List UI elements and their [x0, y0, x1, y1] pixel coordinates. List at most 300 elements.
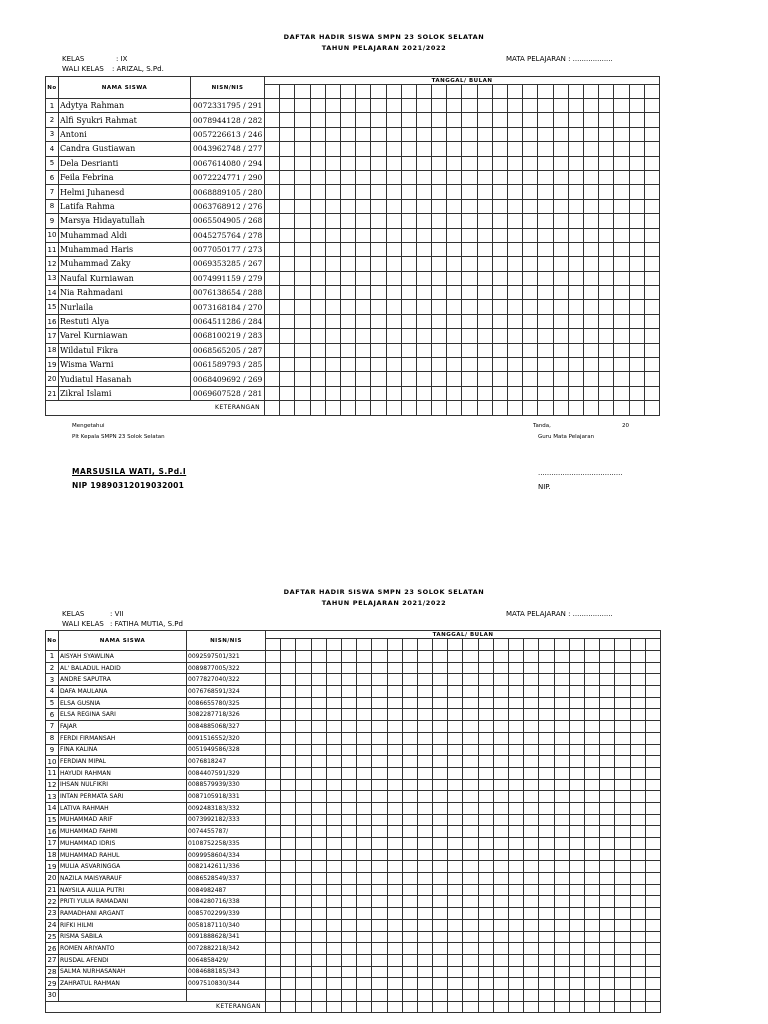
date-header-cell: [341, 639, 356, 651]
attendance-cell: [539, 662, 554, 674]
attendance-cell: [340, 214, 355, 228]
attendance-cell: [583, 199, 598, 213]
attendance-cell: [478, 709, 493, 721]
attendance-cell: [568, 372, 583, 386]
attendance-cell: [509, 954, 524, 966]
attendance-cell: [523, 300, 538, 314]
attendance-cell: [477, 113, 492, 127]
attendance-cell: [509, 662, 524, 674]
attendance-cell: [523, 228, 538, 242]
attendance-cell: [615, 709, 630, 721]
attendance-cell: [583, 300, 598, 314]
attendance-cell: [569, 662, 584, 674]
student-nisn: 0065504905 / 268: [191, 214, 265, 228]
attendance-cell: [387, 826, 402, 838]
attendance-cell: [310, 214, 325, 228]
attendance-cell: [266, 861, 281, 873]
student-name: RUSDAL AFENDI: [59, 954, 187, 966]
attendance-cell: [402, 826, 417, 838]
attendance-cell: [508, 242, 523, 256]
attendance-cell: [569, 978, 584, 990]
attendance-cell: [493, 756, 508, 768]
attendance-cell: [265, 242, 280, 256]
attendance-cell: [569, 651, 584, 663]
attendance-cell: [447, 228, 462, 242]
attendance-cell: [554, 919, 569, 931]
attendance-cell: [402, 709, 417, 721]
attendance-cell: [478, 686, 493, 698]
attendance-cell: [340, 113, 355, 127]
attendance-cell: [523, 127, 538, 141]
attendance-cell: [448, 861, 463, 873]
table-row: [46, 170, 660, 184]
attendance-cell: [524, 861, 539, 873]
attendance-cell: [372, 884, 387, 896]
attendance-cell: [402, 978, 417, 990]
attendance-cell: [492, 156, 507, 170]
sheet1-wali-value: : ARIZAL, S.Pd.: [112, 65, 164, 73]
student-nisn: 0084982487: [187, 884, 266, 896]
attendance-cell: [509, 721, 524, 733]
attendance-cell: [326, 838, 341, 850]
attendance-cell: [493, 826, 508, 838]
attendance-cell: [554, 826, 569, 838]
attendance-cell: [357, 849, 372, 861]
attendance-cell: [280, 386, 295, 400]
attendance-cell: [568, 170, 583, 184]
attendance-cell: [416, 99, 431, 113]
attendance-cell: [402, 686, 417, 698]
attendance-cell: [311, 919, 326, 931]
attendance-cell: [462, 271, 477, 285]
attendance-cell: [311, 954, 326, 966]
attendance-cell: [266, 802, 281, 814]
sheet1-wali-label: WALI KELAS: [62, 65, 104, 73]
attendance-cell: [296, 884, 311, 896]
attendance-cell: [645, 732, 660, 744]
attendance-cell: [326, 896, 341, 908]
attendance-cell: [615, 779, 630, 791]
attendance-cell: [281, 756, 296, 768]
attendance-cell: [629, 170, 644, 184]
attendance-cell: [311, 1001, 326, 1013]
attendance-cell: [402, 779, 417, 791]
attendance-cell: [326, 873, 341, 885]
attendance-cell: [433, 697, 448, 709]
attendance-cell: [508, 156, 523, 170]
attendance-cell: [326, 1001, 341, 1013]
attendance-cell: [401, 170, 416, 184]
attendance-cell: [554, 814, 569, 826]
student-number: 19: [46, 358, 59, 372]
attendance-cell: [296, 814, 311, 826]
attendance-cell: [296, 849, 311, 861]
attendance-cell: [356, 99, 371, 113]
attendance-cell: [402, 697, 417, 709]
attendance-cell: [615, 814, 630, 826]
attendance-cell: [371, 401, 386, 415]
attendance-cell: [310, 185, 325, 199]
attendance-cell: [462, 386, 477, 400]
attendance-cell: [386, 185, 401, 199]
attendance-cell: [311, 744, 326, 756]
attendance-cell: [630, 1001, 645, 1013]
attendance-cell: [265, 185, 280, 199]
attendance-cell: [401, 199, 416, 213]
student-nisn: 0045275764 / 278: [191, 228, 265, 242]
attendance-cell: [281, 697, 296, 709]
attendance-cell: [554, 966, 569, 978]
attendance-cell: [569, 826, 584, 838]
attendance-cell: [523, 142, 538, 156]
attendance-cell: [311, 686, 326, 698]
student-name: FAJAR: [59, 721, 187, 733]
attendance-cell: [615, 1001, 630, 1013]
attendance-cell: [417, 791, 432, 803]
attendance-cell: [295, 113, 310, 127]
student-number: 27: [46, 954, 59, 966]
attendance-cell: [433, 674, 448, 686]
attendance-cell: [539, 919, 554, 931]
student-nisn: 0072331795 / 291: [191, 99, 265, 113]
attendance-cell: [265, 228, 280, 242]
attendance-cell: [463, 849, 478, 861]
attendance-cell: [584, 989, 599, 1001]
attendance-cell: [600, 721, 615, 733]
attendance-cell: [357, 884, 372, 896]
attendance-cell: [387, 814, 402, 826]
student-nisn: 0086655780/325: [187, 697, 266, 709]
attendance-cell: [326, 989, 341, 1001]
attendance-cell: [600, 744, 615, 756]
attendance-cell: [266, 651, 281, 663]
sheet2-title: DAFTAR HADIR SISWA SMPN 23 SOLOK SELATAN: [283, 588, 485, 596]
student-nisn: 0051949586/328: [187, 744, 266, 756]
attendance-cell: [614, 300, 629, 314]
attendance-cell: [539, 732, 554, 744]
attendance-cell: [630, 919, 645, 931]
attendance-cell: [630, 849, 645, 861]
attendance-cell: [584, 919, 599, 931]
attendance-cell: [401, 271, 416, 285]
attendance-cell: [311, 721, 326, 733]
date-header-cell: [569, 639, 584, 651]
date-header-cell: [645, 639, 660, 651]
keterangan-row: [46, 1001, 661, 1013]
attendance-cell: [492, 185, 507, 199]
attendance-cell: [311, 779, 326, 791]
attendance-cell: [326, 908, 341, 920]
date-header-cell: [508, 85, 523, 99]
attendance-cell: [477, 142, 492, 156]
attendance-cell: [477, 372, 492, 386]
attendance-cell: [568, 271, 583, 285]
student-nisn: 0064858429/: [187, 954, 266, 966]
attendance-cell: [372, 826, 387, 838]
attendance-cell: [311, 908, 326, 920]
attendance-cell: [523, 257, 538, 271]
attendance-cell: [508, 300, 523, 314]
attendance-cell: [326, 709, 341, 721]
attendance-cell: [387, 686, 402, 698]
attendance-cell: [357, 826, 372, 838]
attendance-cell: [478, 954, 493, 966]
attendance-cell: [341, 779, 356, 791]
attendance-cell: [386, 257, 401, 271]
attendance-cell: [644, 185, 659, 199]
attendance-cell: [614, 358, 629, 372]
attendance-cell: [462, 214, 477, 228]
attendance-cell: [401, 314, 416, 328]
attendance-cell: [645, 651, 660, 663]
date-header-cell: [281, 639, 296, 651]
attendance-cell: [356, 372, 371, 386]
attendance-cell: [645, 674, 660, 686]
student-number: 23: [46, 908, 59, 920]
attendance-cell: [432, 257, 447, 271]
attendance-cell: [357, 686, 372, 698]
attendance-cell: [584, 686, 599, 698]
attendance-cell: [492, 228, 507, 242]
attendance-cell: [357, 861, 372, 873]
attendance-cell: [311, 978, 326, 990]
attendance-cell: [340, 372, 355, 386]
attendance-cell: [523, 401, 538, 415]
attendance-cell: [311, 756, 326, 768]
attendance-cell: [448, 884, 463, 896]
table-row: [46, 791, 661, 803]
attendance-cell: [477, 228, 492, 242]
attendance-cell: [492, 314, 507, 328]
attendance-cell: [462, 401, 477, 415]
attendance-cell: [493, 1001, 508, 1013]
student-name: SALMA NURHASANAH: [59, 966, 187, 978]
attendance-cell: [280, 343, 295, 357]
attendance-cell: [340, 271, 355, 285]
sheet2-wali-label: WALI KELAS: [62, 620, 104, 628]
attendance-cell: [310, 300, 325, 314]
attendance-cell: [372, 651, 387, 663]
attendance-cell: [645, 767, 660, 779]
attendance-cell: [584, 978, 599, 990]
attendance-cell: [462, 300, 477, 314]
attendance-cell: [296, 978, 311, 990]
attendance-cell: [371, 185, 386, 199]
attendance-cell: [448, 908, 463, 920]
attendance-cell: [645, 779, 660, 791]
attendance-cell: [599, 401, 614, 415]
attendance-cell: [538, 199, 553, 213]
attendance-cell: [356, 242, 371, 256]
attendance-cell: [492, 329, 507, 343]
attendance-cell: [462, 199, 477, 213]
table-row: [46, 814, 661, 826]
attendance-cell: [509, 826, 524, 838]
student-name: Adytya Rahman: [59, 99, 191, 113]
student-number: 9: [46, 744, 59, 756]
student-nisn: 0084280716/338: [187, 896, 266, 908]
attendance-cell: [599, 113, 614, 127]
attendance-cell: [599, 300, 614, 314]
date-header-cell: [629, 85, 644, 99]
attendance-cell: [569, 838, 584, 850]
attendance-cell: [569, 1001, 584, 1013]
attendance-cell: [553, 257, 568, 271]
attendance-cell: [340, 228, 355, 242]
attendance-cell: [463, 908, 478, 920]
attendance-cell: [372, 931, 387, 943]
attendance-cell: [568, 228, 583, 242]
attendance-cell: [583, 343, 598, 357]
attendance-cell: [569, 802, 584, 814]
attendance-cell: [600, 943, 615, 955]
attendance-cell: [508, 286, 523, 300]
student-number: 14: [46, 286, 59, 300]
attendance-cell: [523, 271, 538, 285]
attendance-cell: [493, 954, 508, 966]
attendance-cell: [509, 838, 524, 850]
student-number: 18: [46, 849, 59, 861]
attendance-cell: [614, 228, 629, 242]
attendance-cell: [644, 329, 659, 343]
attendance-cell: [295, 401, 310, 415]
attendance-cell: [553, 228, 568, 242]
attendance-cell: [372, 908, 387, 920]
sheet1-mata-pelajaran: MATA PELAJARAN : ..................: [506, 55, 613, 63]
attendance-cell: [463, 756, 478, 768]
attendance-cell: [568, 185, 583, 199]
attendance-cell: [357, 989, 372, 1001]
attendance-cell: [340, 257, 355, 271]
attendance-cell: [341, 919, 356, 931]
attendance-cell: [326, 721, 341, 733]
student-name: Wisma Warni: [59, 358, 191, 372]
col-nama-header: NAMA SISWA: [59, 631, 187, 651]
date-header-cell: [326, 639, 341, 651]
attendance-cell: [614, 199, 629, 213]
attendance-cell: [599, 343, 614, 357]
attendance-cell: [554, 662, 569, 674]
attendance-cell: [584, 744, 599, 756]
attendance-cell: [614, 214, 629, 228]
attendance-cell: [280, 242, 295, 256]
attendance-cell: [387, 884, 402, 896]
attendance-cell: [600, 651, 615, 663]
attendance-cell: [630, 838, 645, 850]
table-row: [46, 372, 660, 386]
attendance-cell: [402, 919, 417, 931]
sheet1-kelas-label: KELAS: [62, 55, 85, 63]
attendance-cell: [296, 873, 311, 885]
attendance-cell: [416, 372, 431, 386]
student-number: 9: [46, 214, 59, 228]
student-number: 6: [46, 170, 59, 184]
student-name: MULIA ASVARINGGA: [59, 861, 187, 873]
attendance-cell: [341, 838, 356, 850]
student-number: 4: [46, 142, 59, 156]
attendance-cell: [432, 127, 447, 141]
attendance-cell: [357, 896, 372, 908]
attendance-cell: [553, 401, 568, 415]
attendance-cell: [357, 978, 372, 990]
attendance-cell: [341, 791, 356, 803]
attendance-cell: [311, 732, 326, 744]
student-nisn: 0068565205 / 287: [191, 343, 265, 357]
attendance-cell: [280, 99, 295, 113]
attendance-cell: [538, 242, 553, 256]
attendance-cell: [340, 386, 355, 400]
attendance-cell: [553, 113, 568, 127]
table-row: [46, 989, 661, 1001]
attendance-cell: [340, 314, 355, 328]
attendance-cell: [554, 791, 569, 803]
attendance-cell: [568, 199, 583, 213]
attendance-cell: [508, 127, 523, 141]
attendance-cell: [538, 214, 553, 228]
attendance-cell: [295, 185, 310, 199]
student-number: 10: [46, 756, 59, 768]
attendance-cell: [371, 228, 386, 242]
attendance-cell: [265, 271, 280, 285]
attendance-cell: [463, 814, 478, 826]
attendance-cell: [509, 908, 524, 920]
attendance-cell: [477, 343, 492, 357]
attendance-cell: [356, 329, 371, 343]
date-header-cell: [447, 85, 462, 99]
student-nisn: 0069353285 / 267: [191, 257, 265, 271]
attendance-cell: [644, 314, 659, 328]
date-header-cell: [600, 639, 615, 651]
attendance-cell: [583, 358, 598, 372]
student-name: FINA KALINA: [59, 744, 187, 756]
attendance-cell: [614, 286, 629, 300]
attendance-cell: [583, 257, 598, 271]
student-number: 12: [46, 779, 59, 791]
attendance-cell: [599, 242, 614, 256]
attendance-cell: [539, 709, 554, 721]
attendance-cell: [416, 185, 431, 199]
attendance-cell: [553, 185, 568, 199]
attendance-cell: [401, 386, 416, 400]
attendance-cell: [554, 686, 569, 698]
attendance-cell: [265, 386, 280, 400]
attendance-cell: [524, 767, 539, 779]
attendance-cell: [599, 127, 614, 141]
attendance-cell: [583, 401, 598, 415]
attendance-cell: [568, 401, 583, 415]
attendance-cell: [493, 966, 508, 978]
attendance-cell: [265, 358, 280, 372]
attendance-cell: [539, 838, 554, 850]
attendance-cell: [508, 358, 523, 372]
col-no-header: No: [46, 631, 59, 651]
attendance-cell: [539, 814, 554, 826]
attendance-cell: [401, 242, 416, 256]
student-nisn: 0072224771 / 290: [191, 170, 265, 184]
attendance-cell: [356, 358, 371, 372]
attendance-cell: [524, 814, 539, 826]
attendance-cell: [492, 127, 507, 141]
attendance-cell: [372, 919, 387, 931]
attendance-cell: [296, 861, 311, 873]
attendance-cell: [296, 931, 311, 943]
attendance-cell: [509, 779, 524, 791]
student-number: 12: [46, 257, 59, 271]
attendance-cell: [463, 662, 478, 674]
student-number: 3: [46, 127, 59, 141]
attendance-cell: [341, 662, 356, 674]
attendance-cell: [584, 651, 599, 663]
